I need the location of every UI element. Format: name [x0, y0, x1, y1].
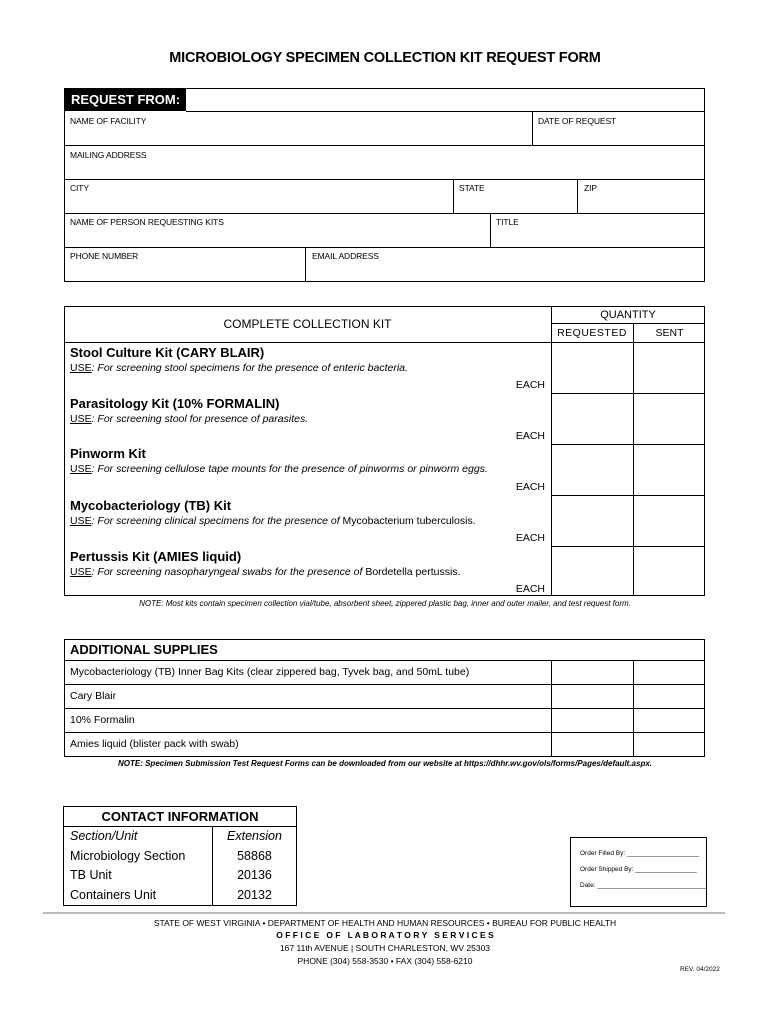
request-from-header: REQUEST FROM:: [64, 88, 186, 111]
city-field[interactable]: [66, 193, 452, 211]
requested-header: REQUESTED: [557, 327, 627, 339]
requested-qty-field[interactable]: [553, 662, 632, 683]
mailing-address-label: MAILING ADDRESS: [70, 150, 147, 160]
footer-agency: STATE OF WEST VIRGINIA • DEPARTMENT OF HEALTH AND HUMAN RESOURCES • BUREAU FOR PUBLIC HEALTH: [153, 918, 617, 928]
sent-qty-field[interactable]: [635, 344, 704, 392]
divider: [64, 213, 705, 214]
divider: [64, 145, 705, 146]
kit-row: [70, 345, 550, 393]
sent-header: SENT: [655, 327, 684, 339]
divider: [577, 179, 578, 213]
divider: [532, 111, 533, 145]
date-field[interactable]: [534, 126, 702, 144]
extension-header: Extension: [227, 829, 282, 843]
phone-field[interactable]: [66, 261, 303, 279]
kit-name: Parasitology Kit (10% FORMALIN): [70, 396, 280, 411]
sent-qty-field[interactable]: [635, 734, 704, 755]
order-shipped-line[interactable]: Order Shipped By: _________________: [580, 866, 697, 873]
date-field-label: DATE OF REQUEST: [538, 116, 617, 126]
section-unit-header: Section/Unit: [70, 829, 138, 843]
divider: [551, 495, 705, 496]
divider: [64, 708, 705, 709]
contact-unit: TB Unit: [70, 868, 112, 882]
divider: [551, 323, 705, 324]
supply-item: Mycobacteriology (TB) Inner Bag Kits (clear zippered bag, Tyvek bag, and 50mL tube): [70, 666, 470, 678]
job-title-field[interactable]: [492, 227, 702, 245]
divider: [64, 684, 705, 685]
sent-qty-field[interactable]: [635, 710, 704, 731]
kit-use: USE: For screening nasopharyngeal swabs for the presence of Bordetella pertussis.: [70, 566, 461, 578]
state-field[interactable]: [455, 193, 575, 211]
contact-unit: Containers Unit: [70, 888, 157, 902]
contact-title: CONTACT INFORMATION: [101, 809, 259, 824]
person-label: NAME OF PERSON REQUESTING KITS: [70, 217, 224, 227]
person-field[interactable]: [66, 227, 488, 245]
footer-office: O F F I C E O F L A B O R A T O R Y S E R V I C E S: [276, 930, 494, 940]
supply-item: 10% Formalin: [70, 714, 135, 726]
divider: [64, 247, 705, 248]
divider: [64, 342, 705, 343]
kit-row: [70, 498, 550, 546]
divider: [551, 546, 705, 547]
sent-qty-field[interactable]: [635, 497, 704, 545]
footer-phone: PHONE (304) 558-3530 • FAX (304) 558-6210: [297, 956, 473, 966]
divider: [64, 179, 705, 180]
divider: [64, 732, 705, 733]
each-label: EACH: [515, 481, 545, 493]
kit-row: [70, 549, 550, 597]
email-label: EMAIL ADDRESS: [312, 251, 379, 261]
kit-name: Stool Culture Kit (CARY BLAIR): [70, 345, 265, 360]
mailing-address-field[interactable]: [66, 160, 702, 178]
kit-use: USE: For screening clinical specimens for the presence of Mycobacterium tuberculosis.: [70, 515, 476, 527]
sent-qty-field[interactable]: [635, 395, 704, 443]
divider: [633, 660, 634, 757]
divider: [63, 826, 297, 827]
email-field[interactable]: [307, 261, 703, 279]
kit-row: [70, 396, 550, 444]
divider: [551, 306, 552, 596]
kit-use: USE: For screening stool specimens for the presence of enteric bacteria.: [70, 362, 408, 374]
kit-name: Pertussis Kit (AMIES liquid): [70, 549, 242, 564]
sent-qty-field[interactable]: [635, 548, 704, 594]
contact-extension: 20136: [237, 868, 272, 882]
requested-qty-field[interactable]: [553, 497, 632, 545]
divider: [551, 393, 705, 394]
divider: [453, 179, 454, 213]
order-date-line[interactable]: Date: ______________________________: [580, 882, 706, 889]
divider: [551, 444, 705, 445]
divider: [551, 660, 552, 757]
requested-qty-field[interactable]: [553, 446, 632, 494]
requested-qty-field[interactable]: [553, 710, 632, 731]
requested-qty-field[interactable]: [553, 395, 632, 443]
footer-address: 167 11th AVENUE | SOUTH CHARLESTON, WV 25303: [279, 943, 491, 953]
order-filled-line[interactable]: Order Filled By: ____________________: [580, 850, 700, 857]
each-label: EACH: [515, 379, 545, 391]
kit-name: Pinworm Kit: [70, 446, 146, 461]
kit-row: [70, 446, 550, 494]
kit-use: USE: For screening stool for presence of parasites.: [70, 413, 309, 425]
requested-qty-field[interactable]: [553, 548, 632, 594]
facility-field-label: NAME OF FACILITY: [70, 116, 147, 126]
divider: [64, 660, 705, 661]
sent-qty-field[interactable]: [635, 686, 704, 707]
kit-name: Mycobacteriology (TB) Kit: [70, 498, 232, 513]
city-label: CITY: [70, 183, 89, 193]
each-label: EACH: [515, 430, 545, 442]
contact-extension: 20132: [237, 888, 272, 902]
requested-qty-field[interactable]: [553, 686, 632, 707]
supplies-title: ADDITIONAL SUPPLIES: [70, 642, 218, 657]
requested-qty-field[interactable]: [553, 344, 632, 392]
sent-qty-field[interactable]: [635, 446, 704, 494]
facility-field[interactable]: [66, 126, 530, 144]
divider: [186, 111, 705, 112]
contact-extension: 58868: [237, 849, 272, 863]
footer-divider: [43, 912, 725, 914]
supply-item: Amies liquid (blister pack with swab): [70, 738, 239, 750]
supplies-note: NOTE: Specimen Submission Test Request Forms can be downloaded from our website at https://dhhr.wv.gov/ols/forms/Pages/default.aspx.: [117, 759, 653, 768]
kit-column-header: COMPLETE COLLECTION KIT: [223, 317, 392, 331]
phone-label: PHONE NUMBER: [70, 251, 139, 261]
divider: [490, 213, 491, 247]
revision-date: REV. 04/2022: [680, 966, 720, 973]
job-title-label: TITLE: [496, 217, 519, 227]
sent-qty-field[interactable]: [635, 662, 704, 683]
kit-note: NOTE: Most kits contain specimen collection vial/tube, absorbent sheet, zippered plastic bag, inner and outer mailer, and test request form.: [139, 599, 631, 608]
supply-item: Cary Blair: [70, 690, 117, 702]
divider: [305, 247, 306, 281]
kit-use: USE: For screening cellulose tape mounts for the presence of pinworms or pinworm eggs.: [70, 463, 488, 475]
zip-field[interactable]: [579, 193, 703, 211]
contact-unit: Microbiology Section: [70, 849, 186, 863]
form-title: MICROBIOLOGY SPECIMEN COLLECTION KIT REQUEST FORM: [169, 50, 601, 66]
state-label: STATE: [459, 183, 485, 193]
each-label: EACH: [515, 583, 545, 595]
requested-qty-field[interactable]: [553, 734, 632, 755]
each-label: EACH: [515, 532, 545, 544]
zip-label: ZIP: [584, 183, 597, 193]
quantity-header: QUANTITY: [600, 309, 656, 321]
divider: [633, 323, 634, 596]
